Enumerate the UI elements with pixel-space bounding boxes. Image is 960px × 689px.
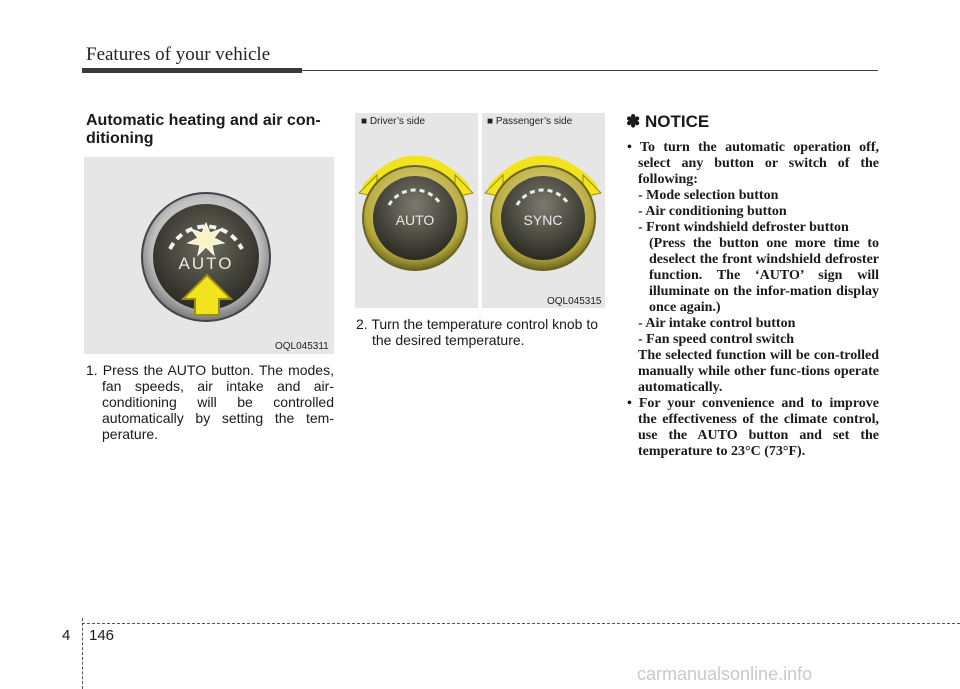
figure1-code: OQL045311: [275, 341, 329, 352]
auto-button-text: AUTO: [178, 254, 234, 273]
section-title: Automatic heating and air con-ditioning: [86, 112, 321, 147]
auto-button-figure: [84, 157, 334, 354]
notice-manual-note: The selected function will be con-trolled manually while other func-tions operate automatically.: [638, 348, 879, 395]
watermark: carmanualsonline.info: [637, 664, 813, 684]
page-header-title: Features of your vehicle: [86, 44, 271, 65]
temperature-knobs-figure: [355, 113, 605, 308]
notice-item-mode: - Mode selection button: [638, 188, 779, 203]
notice-item-fan: - Fan speed control switch: [638, 332, 795, 347]
auto-button-illustration: [84, 157, 334, 354]
header-rule-thick: [82, 68, 302, 73]
passenger-knob: [485, 160, 601, 270]
footer-rule: [82, 623, 960, 624]
knobs-illustration: [355, 113, 605, 308]
step1-text: 1. Press the AUTO button. The modes, fan speeds, air intake and air-conditioning will be controlled automatically by setting the tem-perature.: [86, 362, 334, 442]
driver-knob-text: AUTO: [395, 212, 435, 228]
step2-text: 2. Turn the temperature control knob to the desired temperature.: [356, 316, 599, 348]
notice-defroster-note: (Press the button one more time to deselect the front windshield defroster function. The ‘AUTO’ sign will illuminate on the infor-mation display once again.): [649, 236, 879, 315]
header-rule-thin: [302, 70, 878, 71]
passenger-side-label: ■ Passenger’s side: [487, 116, 573, 127]
notice-title: ✽ NOTICE: [626, 112, 710, 131]
driver-side-label: ■ Driver’s side: [361, 116, 426, 127]
notice-item-defroster: - Front windshield defroster button: [638, 220, 849, 235]
passenger-knob-text: SYNC: [523, 212, 563, 228]
figure2-code: OQL045315: [547, 296, 602, 307]
notice-body: [627, 140, 879, 460]
notice-bullet-2: • For your convenience and to improve the effectiveness of the climate control, use the AUTO button and set the temperature to 23°C (73°F).: [627, 396, 879, 459]
notice-item-intake: - Air intake control button: [638, 316, 796, 331]
driver-knob: [359, 160, 473, 270]
chapter-number: 4: [62, 627, 71, 644]
notice-item-ac: - Air conditioning button: [638, 204, 787, 219]
footer-vertical-rule: [82, 618, 83, 689]
page-number: 146: [89, 627, 115, 644]
notice-bullet-1: • To turn the automatic operation off, select any button or switch of the following:: [627, 140, 879, 187]
